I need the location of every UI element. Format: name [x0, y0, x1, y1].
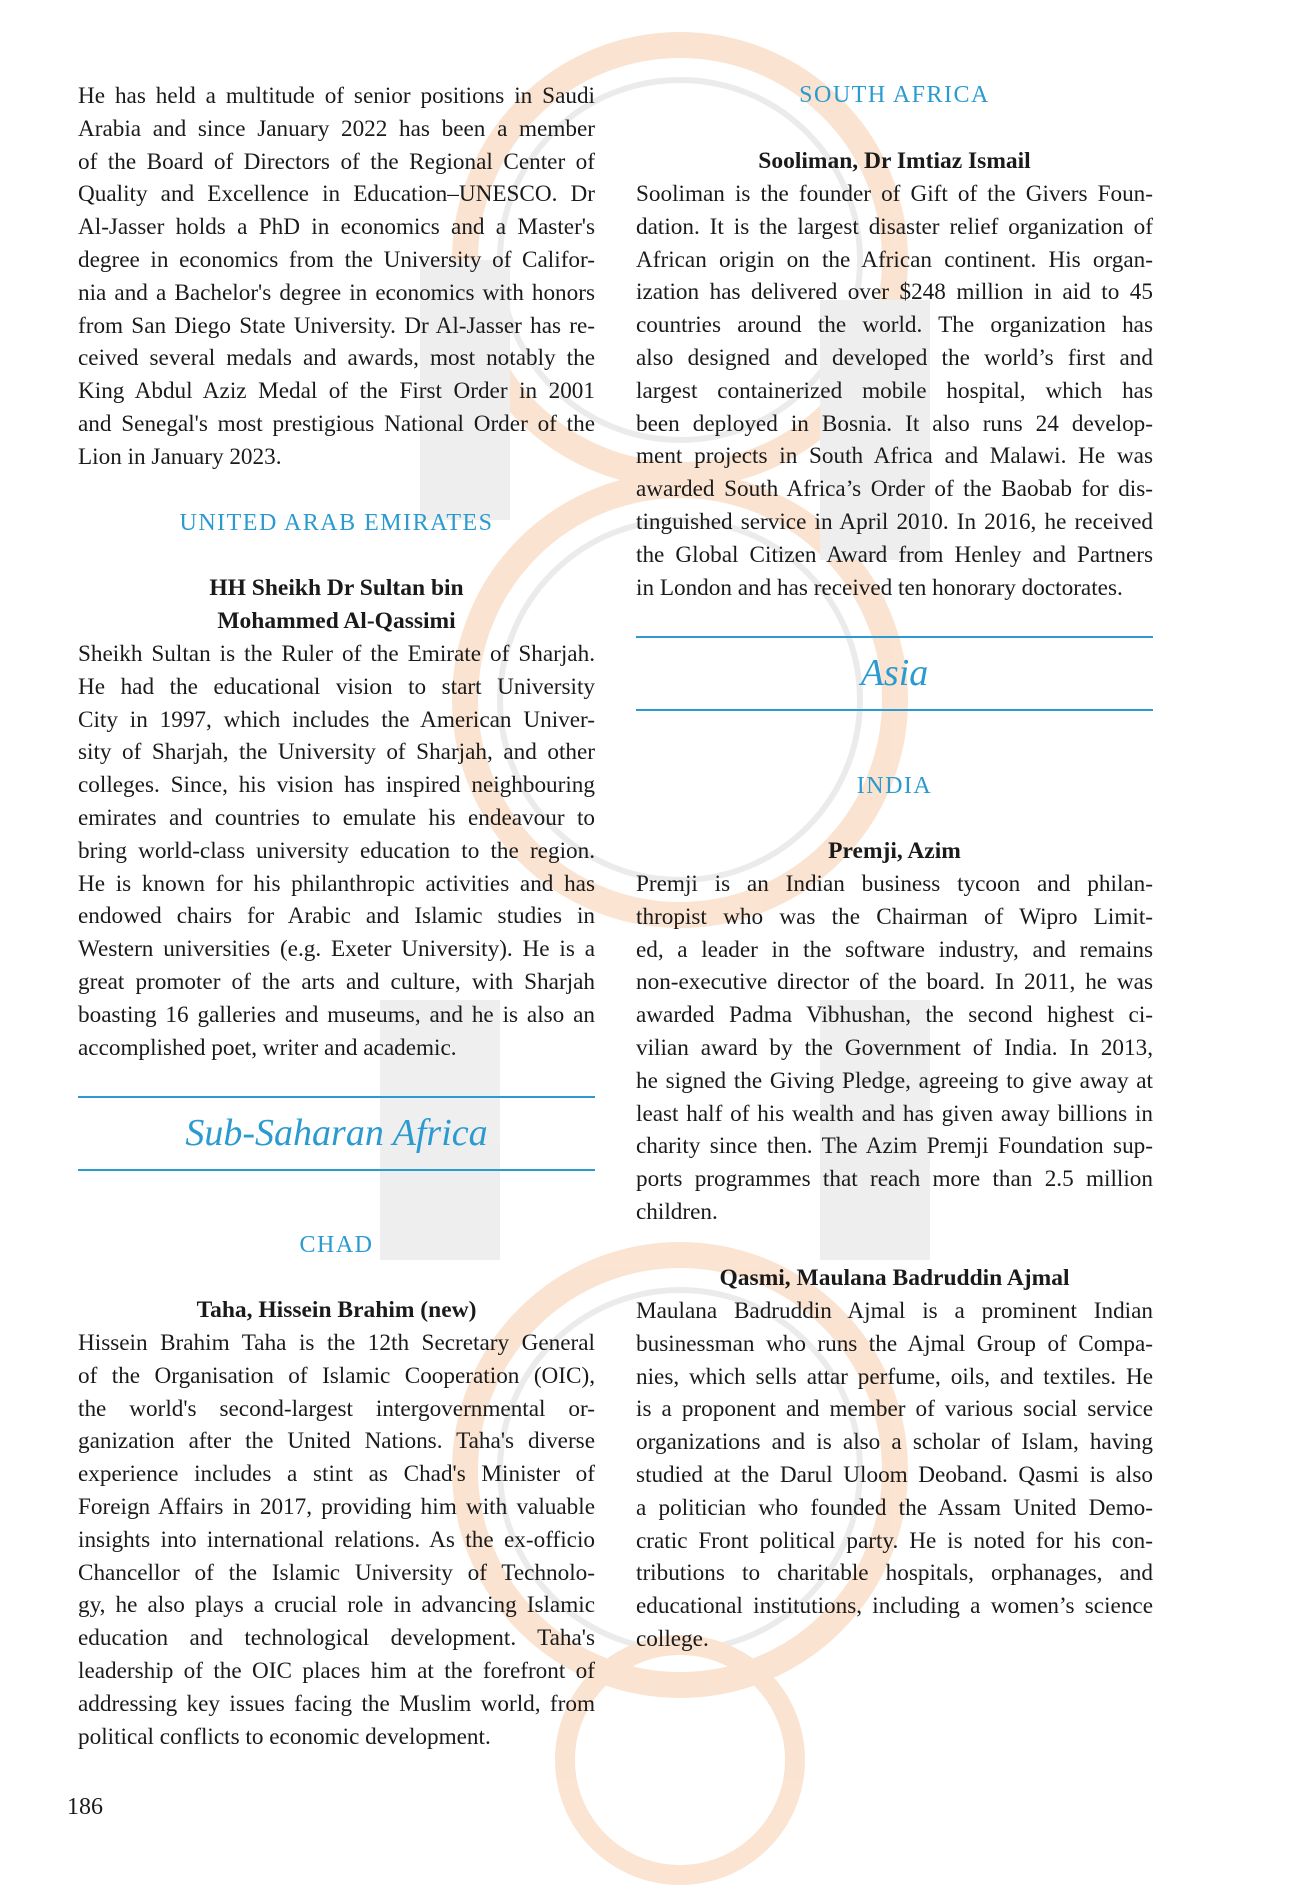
text-line: colleges. Since, his vision has inspired neighbouring	[78, 772, 595, 799]
country-heading-chad: CHAD	[299, 1232, 374, 1258]
text-line: ization has delivered over $248 million in aid to 45	[636, 279, 1153, 306]
person-name: HH Sheikh Dr Sultan bin	[209, 575, 464, 601]
text-line: ment projects in South Africa and Malawi. He was	[636, 443, 1153, 470]
bio-paragraph	[636, 1295, 1153, 1656]
bio-paragraph	[636, 178, 1153, 604]
text-line: cratic Front political party. He is noted for his con-	[636, 1527, 1153, 1554]
text-line: countries around the world. The organization has	[636, 312, 1153, 339]
text-line: he signed the Giving Pledge, agreeing to give away at	[636, 1067, 1153, 1094]
text-line: addressing key issues facing the Muslim world, from	[78, 1690, 595, 1717]
text-line: political conflicts to economic development.	[78, 1723, 491, 1750]
text-line: Al-Jasser holds a PhD in economics and a Master's	[78, 214, 595, 241]
text-line: ceived several medals and awards, most notably the	[78, 345, 595, 372]
text-line: tributions to charitable hospitals, orphanages, and	[636, 1560, 1153, 1587]
text-line: emirates and countries to emulate his endeavour to	[78, 804, 595, 831]
text-line: Foreign Affairs in 2017, providing him with valuable	[78, 1493, 595, 1520]
text-line: experience includes a stint as Chad's Minister of	[78, 1461, 595, 1488]
text-line: African origin on the African continent. His organ-	[636, 246, 1153, 273]
text-line: Sheikh Sultan is the Ruler of the Emirate of Sharjah.	[78, 641, 595, 667]
person-name: Taha, Hissein Brahim (new)	[196, 1297, 477, 1323]
text-line: businessman who runs the Ajmal Group of Compa-	[636, 1330, 1153, 1357]
text-line: thropist who was the Chairman of Wipro Limit-	[636, 903, 1153, 930]
text-line: ganization after the United Nations. Taha's diverse	[78, 1428, 595, 1455]
country-heading-india: INDIA	[856, 773, 933, 799]
text-line: organizations and is also a scholar of Islam, having	[636, 1429, 1153, 1456]
country-heading-uae: UNITED ARAB EMIRATES	[179, 510, 494, 536]
text-line: from San Diego State University. Dr Al-Jasser has re-	[78, 312, 595, 339]
text-line: He is known for his philanthropic activities and has	[78, 870, 595, 897]
text-line: least half of his wealth and has given away billions in	[636, 1100, 1153, 1127]
text-line: sity of Sharjah, the University of Sharjah, and other	[78, 739, 595, 766]
page-number: 186	[67, 1794, 103, 1820]
text-line: the world's second-largest intergovernmental or-	[78, 1395, 595, 1422]
bio-paragraph	[636, 868, 1153, 1229]
text-line: awarded South Africa’s Order of the Baobab for dis-	[636, 476, 1153, 503]
text-line: in London and has received ten honorary doctorates.	[636, 574, 1123, 601]
text-line: awarded Padma Vibhushan, the second highest ci-	[636, 1002, 1153, 1029]
text-line: also designed and developed the world’s first and	[636, 344, 1153, 371]
text-line: Sooliman is the founder of Gift of the Givers Foun-	[636, 181, 1153, 207]
text-line: He had the educational vision to start University	[78, 673, 595, 700]
text-line: college.	[636, 1625, 709, 1652]
text-line: been deployed in Bosnia. It also runs 24 develop-	[636, 410, 1153, 437]
bio-paragraph	[78, 638, 595, 1064]
text-line: endowed chairs for Arabic and Islamic studies in	[78, 903, 595, 930]
text-line: and Senegal's most prestigious National Order of the	[78, 410, 595, 437]
text-line: dation. It is the largest disaster relief organization of	[636, 213, 1153, 240]
text-line: Hissein Brahim Taha is the 12th Secretary General	[78, 1330, 595, 1356]
text-line: Maulana Badruddin Ajmal is a prominent Indian	[636, 1298, 1153, 1324]
region-heading-sub-saharan-africa: Sub-Saharan Africa	[78, 1096, 595, 1171]
bio-paragraph	[78, 1327, 595, 1753]
text-line: bring world-class university education to the region.	[78, 837, 595, 864]
person-name: Qasmi, Maulana Badruddin Ajmal	[719, 1265, 1070, 1291]
text-line: nies, which sells attar perfume, oils, and textiles. He	[636, 1363, 1153, 1390]
text-line: City in 1997, which includes the American Univer-	[78, 706, 595, 733]
text-line: gy, he also plays a crucial role in advancing Islamic	[78, 1592, 595, 1619]
text-line: nia and a Bachelor's degree in economics with honors	[78, 279, 595, 306]
text-line: a politician who founded the Assam United Demo-	[636, 1494, 1153, 1521]
text-line: educational institutions, including a women’s science	[636, 1593, 1153, 1620]
text-line: non-executive director of the board. In 2011, he was	[636, 969, 1153, 996]
text-line: education and technological development. Taha's	[78, 1625, 595, 1652]
text-line: of the Organisation of Islamic Cooperation (OIC),	[78, 1362, 595, 1389]
text-line: of the Board of Directors of the Regional Center of	[78, 148, 595, 175]
text-line: leadership of the OIC places him at the forefront of	[78, 1657, 595, 1684]
text-line: tinguished service in April 2010. In 2016, he received	[636, 508, 1153, 535]
text-line: studied at the Darul Uloom Deoband. Qasmi is also	[636, 1461, 1153, 1488]
person-name-line2: Mohammed Al-Qassimi	[217, 608, 456, 634]
text-line: children.	[636, 1198, 718, 1225]
text-line: charity since then. The Azim Premji Foundation sup-	[636, 1133, 1153, 1160]
text-line: vilian award by the Government of India. In 2013,	[636, 1034, 1153, 1061]
text-line: He has held a multitude of senior positions in Saudi	[78, 83, 595, 109]
text-line: boasting 16 galleries and museums, and he is also an	[78, 1001, 595, 1028]
text-line: Western universities (e.g. Exeter University). He is a	[78, 936, 595, 963]
text-line: accomplished poet, writer and academic.	[78, 1034, 457, 1061]
region-heading-asia: Asia	[636, 636, 1153, 711]
person-name: Premji, Azim	[828, 838, 961, 864]
text-line: great promoter of the arts and culture, with Sharjah	[78, 968, 595, 995]
text-line: the Global Citizen Award from Henley and Partners	[636, 541, 1153, 568]
text-line: insights into international relations. As the ex-officio	[78, 1526, 595, 1553]
text-line: Chancellor of the Islamic University of Technolo-	[78, 1559, 595, 1586]
text-line: degree in economics from the University of Califor-	[78, 246, 595, 273]
text-line: largest containerized mobile hospital, which has	[636, 377, 1153, 404]
text-line: ports programmes that reach more than 2.5 million	[636, 1166, 1153, 1193]
country-heading-south-africa: SOUTH AFRICA	[799, 82, 990, 108]
text-line: is a proponent and member of various social service	[636, 1396, 1153, 1423]
text-line: Arabia and since January 2022 has been a member	[78, 115, 595, 142]
text-line: King Abdul Aziz Medal of the First Order in 2001	[78, 378, 595, 405]
text-line: Quality and Excellence in Education–UNESCO. Dr	[78, 181, 595, 208]
text-line: Premji is an Indian business tycoon and philan-	[636, 871, 1153, 897]
person-name: Sooliman, Dr Imtiaz Ismail	[758, 148, 1031, 174]
intro-paragraph	[78, 80, 595, 474]
text-line: Lion in January 2023.	[78, 443, 282, 470]
text-line: ed, a leader in the software industry, and remains	[636, 936, 1153, 963]
